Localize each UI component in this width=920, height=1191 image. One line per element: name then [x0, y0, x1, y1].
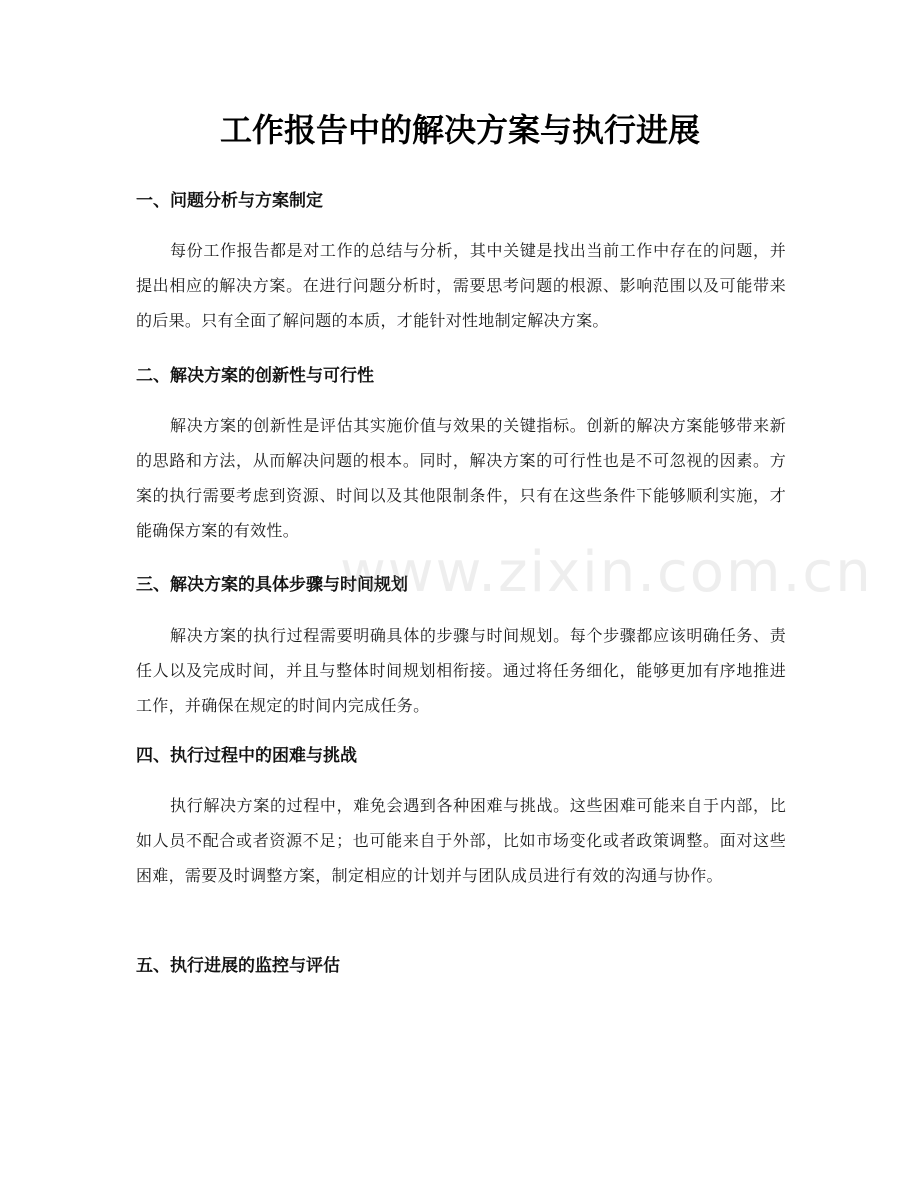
section-paragraph-1: 每份工作报告都是对工作的总结与分析，其中关键是找出当前工作中存在的问题，并提出相应的解决方案。在进行问题分析时，需要思考问题的根源、影响范围以及可能带来的后果。只有全面了解问题的本质，才能针对性地制定解决方案。 [136, 241, 786, 330]
watermark: www.zixin.com.cn [340, 540, 873, 605]
section-paragraph-4: 执行解决方案的过程中，难免会遇到各种困难与挑战。这些困难可能来自于内部，比如人员不配合或者资源不足；也可能来自于外部，比如市场变化或者政策调整。面对这些困难，需要及时调整方案，制定相应的计划并与团队成员进行有效的沟通与协作。 [136, 796, 786, 885]
section-heading-5: 五、执行进展的监控与评估 [136, 956, 340, 976]
section-paragraph-2: 解决方案的创新性是评估其实施价值与效果的关键指标。创新的解决方案能够带来新的思路和方法，从而解决问题的根本。同时，解决方案的可行性也是不可忽视的因素。方案的执行需要考虑到资源、时间以及其他限制条件，只有在这些条件下能够顺利实施，才能确保方案的有效性。 [136, 416, 786, 540]
section-heading-3: 三、解决方案的具体步骤与时间规划 [136, 575, 408, 595]
section-heading-4: 四、执行过程中的困难与挑战 [136, 746, 357, 766]
section-heading-2: 二、解决方案的创新性与可行性 [136, 366, 374, 386]
section-paragraph-3: 解决方案的执行过程需要明确具体的步骤与时间规划。每个步骤都应该明确任务、责任人以及完成时间，并且与整体时间规划相衔接。通过将任务细化，能够更加有序地推进工作，并确保在规定的时间内完成任务。 [136, 626, 786, 715]
section-heading-1: 一、问题分析与方案制定 [136, 191, 323, 211]
document-title: 工作报告中的解决方案与执行进展 [219, 111, 700, 149]
